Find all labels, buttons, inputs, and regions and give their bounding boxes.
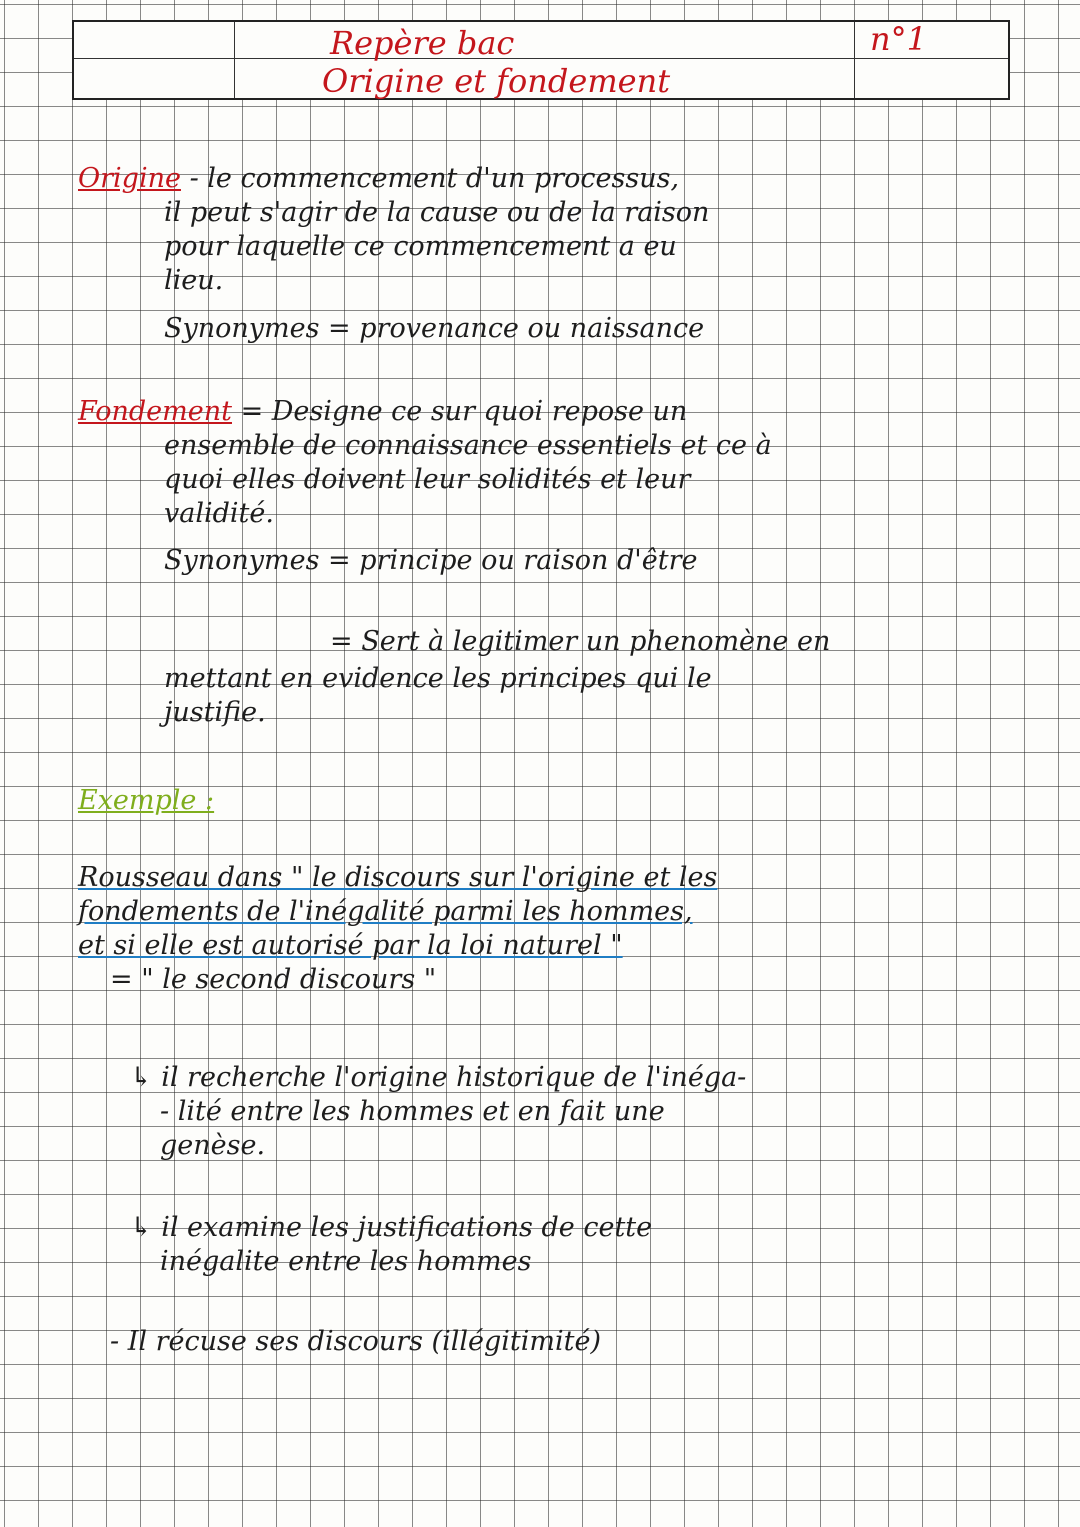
origine-definition-line1 xyxy=(78,163,679,195)
fondement-definition-line7: justifie. xyxy=(164,697,266,728)
exemple-label: Exemple : xyxy=(78,785,215,816)
point1-line2: - lité entre les hommes et en fait une xyxy=(160,1096,665,1127)
exemple-line2: fondements de l'inégalité parmi les hommes, xyxy=(78,896,693,927)
fondement-definition-line6: mettant en evidence les principes qui le xyxy=(164,663,712,694)
fondement-definition-line1 xyxy=(78,396,687,428)
exemple-line1: Rousseau dans " le discours sur l'origine et les xyxy=(78,862,718,893)
page-number: n°1 xyxy=(870,20,927,58)
fondement-synonyms: Synonymes = principe ou raison d'être xyxy=(164,545,698,576)
fondement-definition-line5: = Sert à legitimer un phenomène en xyxy=(330,626,831,657)
origine-synonyms: Synonymes = provenance ou naissance xyxy=(164,313,705,344)
page-title-line2: Origine et fondement xyxy=(322,62,671,100)
header-column-line xyxy=(854,22,855,98)
conclusion-line: - Il récuse ses discours (illégitimité) xyxy=(110,1326,601,1357)
header-column-line xyxy=(234,22,235,98)
origine-term: Origine xyxy=(78,163,181,194)
point1-line1: ↳ il recherche l'origine historique de l'inéga- xyxy=(130,1062,747,1093)
origine-definition-line2: il peut s'agir de la cause ou de la raison xyxy=(164,197,710,228)
point1-line3: genèse. xyxy=(160,1130,266,1161)
fondement-text: = Designe ce sur quoi repose un xyxy=(240,396,688,427)
fondement-term: Fondement xyxy=(78,396,232,427)
exemple-line3: et si elle est autorisé par la loi naturel " xyxy=(78,930,623,961)
point2-line1: ↳ il examine les justifications de cette xyxy=(130,1212,653,1243)
fondement-definition-line4: validité. xyxy=(164,498,274,529)
exemple-line4: = " le second discours " xyxy=(110,964,437,995)
origine-text: - le commencement d'un processus, xyxy=(189,163,680,194)
point2-line2: inégalite entre les hommes xyxy=(160,1246,532,1277)
page-title-line1: Repère bac xyxy=(330,24,515,62)
origine-definition-line3: pour laquelle ce commencement a eu xyxy=(164,231,677,262)
fondement-definition-line3: quoi elles doivent leur solidités et leur xyxy=(164,464,691,495)
fondement-definition-line2: ensemble de connaissance essentiels et ce à xyxy=(164,430,772,461)
origine-definition-line4: lieu. xyxy=(164,265,224,296)
header-divider xyxy=(74,58,1008,59)
